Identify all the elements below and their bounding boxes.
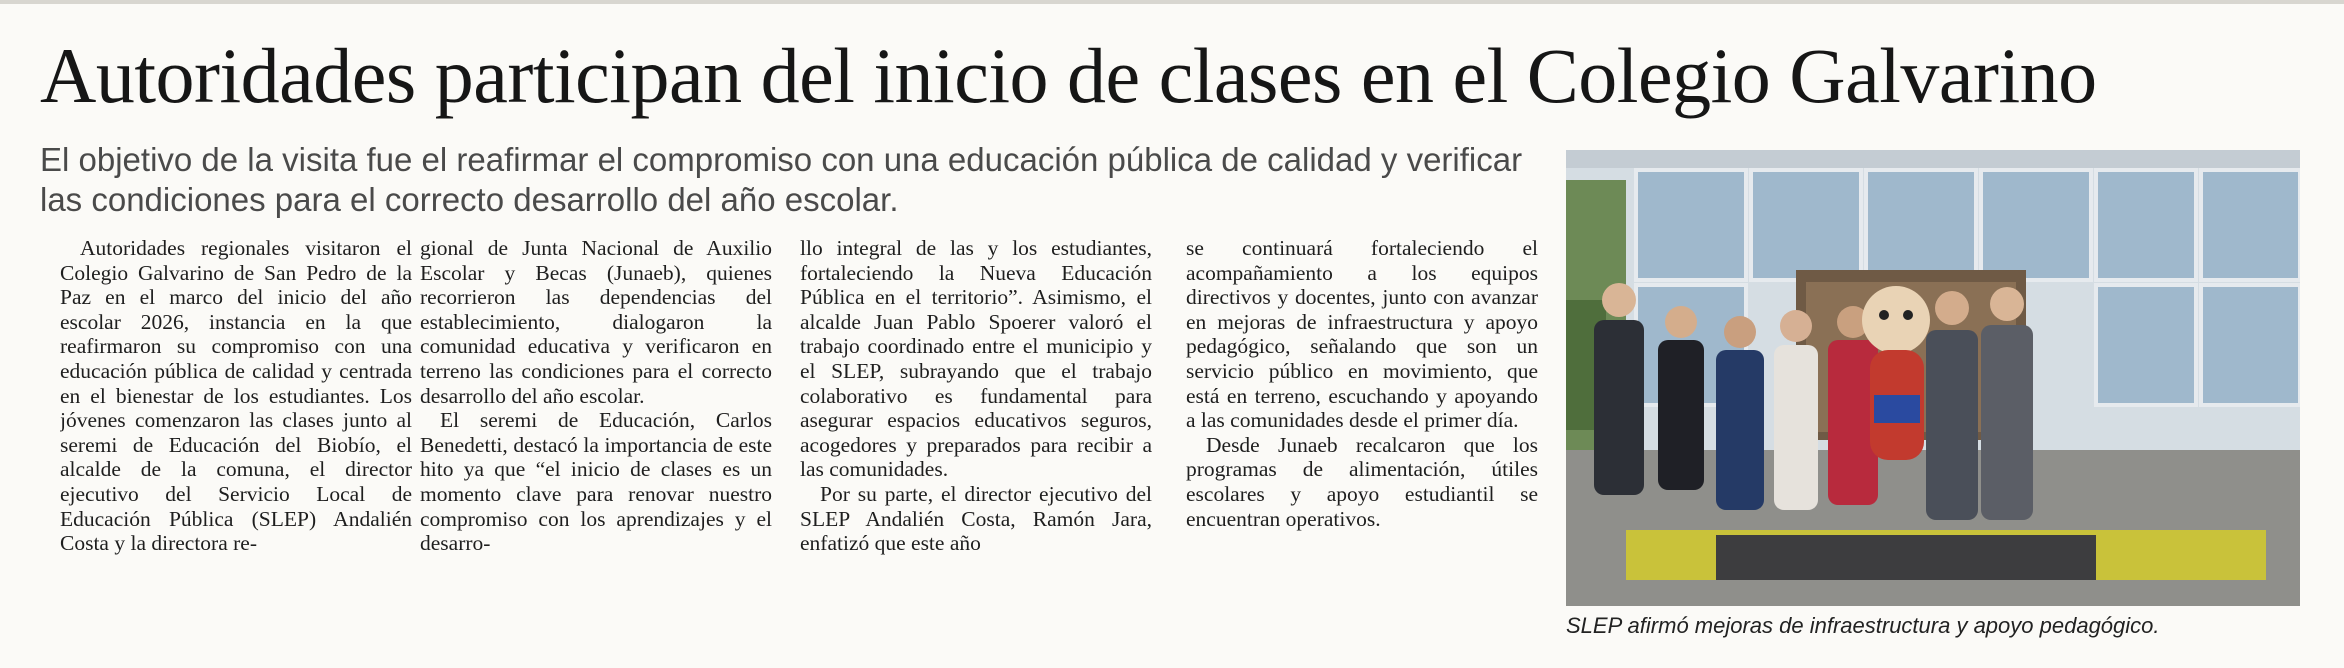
body-column-3 — [800, 236, 1152, 656]
headline: Autoridades participan del inicio de clases en el Colegio Galvarino — [40, 32, 2097, 119]
body-paragraph-2-continued: llo integral de las y los estudiantes, fortaleciendo la Nueva Educación Pública en el territorio”. Asimismo, el alcalde Juan Pablo Spoerer valoró el trabajo coordinado entre el municipio y el SLEP, subrayando que el trabajo colaborativo es fundamental para asegurar espacios educativos seguros, acogedores y preparados para recibir a las comunidades. — [800, 236, 1152, 482]
article-body — [60, 236, 1540, 656]
subheadline: El objetivo de la visita fue el reafirmar el compromiso con una educación pública de calidad y verificar las condiciones para el correcto desarrollo del año escolar. — [40, 141, 1523, 218]
group-photo-illustration — [1566, 150, 2300, 606]
article-photo — [1566, 150, 2300, 606]
body-paragraph-3-continued: se continuará fortaleciendo el acompañamiento a los equipos directivos y docentes, junto con avanzar en mejoras de infraestructura y apoyo pedagógico, señalando que son un servicio público en movimiento, que está en terreno, escuchando y apoyando a las comunidades desde el primer día. — [1186, 236, 1538, 433]
body-column-4 — [1186, 236, 1538, 656]
body-column-2 — [420, 236, 772, 656]
page-top-rule — [0, 0, 2344, 4]
body-column-1 — [60, 236, 412, 656]
body-paragraph-1: Autoridades regionales visitaron el Colegio Galvarino de San Pedro de la Paz en el marco del inicio del año escolar 2026, instancia en la que reafirmaron su compromiso con una educación pública de calidad y centrada en el bienestar de los estudiantes. Los jóvenes comenzaron las clases junto al seremi de Educación del Biobío, el alcalde de la comuna, el director ejecutivo del Servicio Local de Educación Pública (SLEP) Andalién Costa y la directora re- — [60, 236, 412, 556]
body-paragraph-4: Desde Junaeb recalcaron que los programas de alimentación, útiles escolares y apoyo estudiantil se encuentran operativos. — [1186, 432, 1538, 531]
body-paragraph-3: Por su parte, el director ejecutivo del SLEP Andalién Costa, Ramón Jara, enfatizó que este año — [800, 481, 1152, 556]
photo-caption: SLEP afirmó mejoras de infraestructura y apoyo pedagógico. — [1566, 613, 2160, 638]
body-paragraph-1-continued: gional de Junta Nacional de Auxilio Escolar y Becas (Junaeb), quienes recorrieron las dependencias del establecimiento, dialogaron la comunidad educativa y verificaron en terreno las condiciones para el correcto desarrollo del año escolar. — [420, 236, 772, 408]
body-paragraph-2: El seremi de Educación, Carlos Benedetti, destacó la importancia de este hito ya que “el inicio de clases es un momento clave para renovar nuestro compromiso con los aprendizajes y el desarro- — [420, 408, 772, 556]
